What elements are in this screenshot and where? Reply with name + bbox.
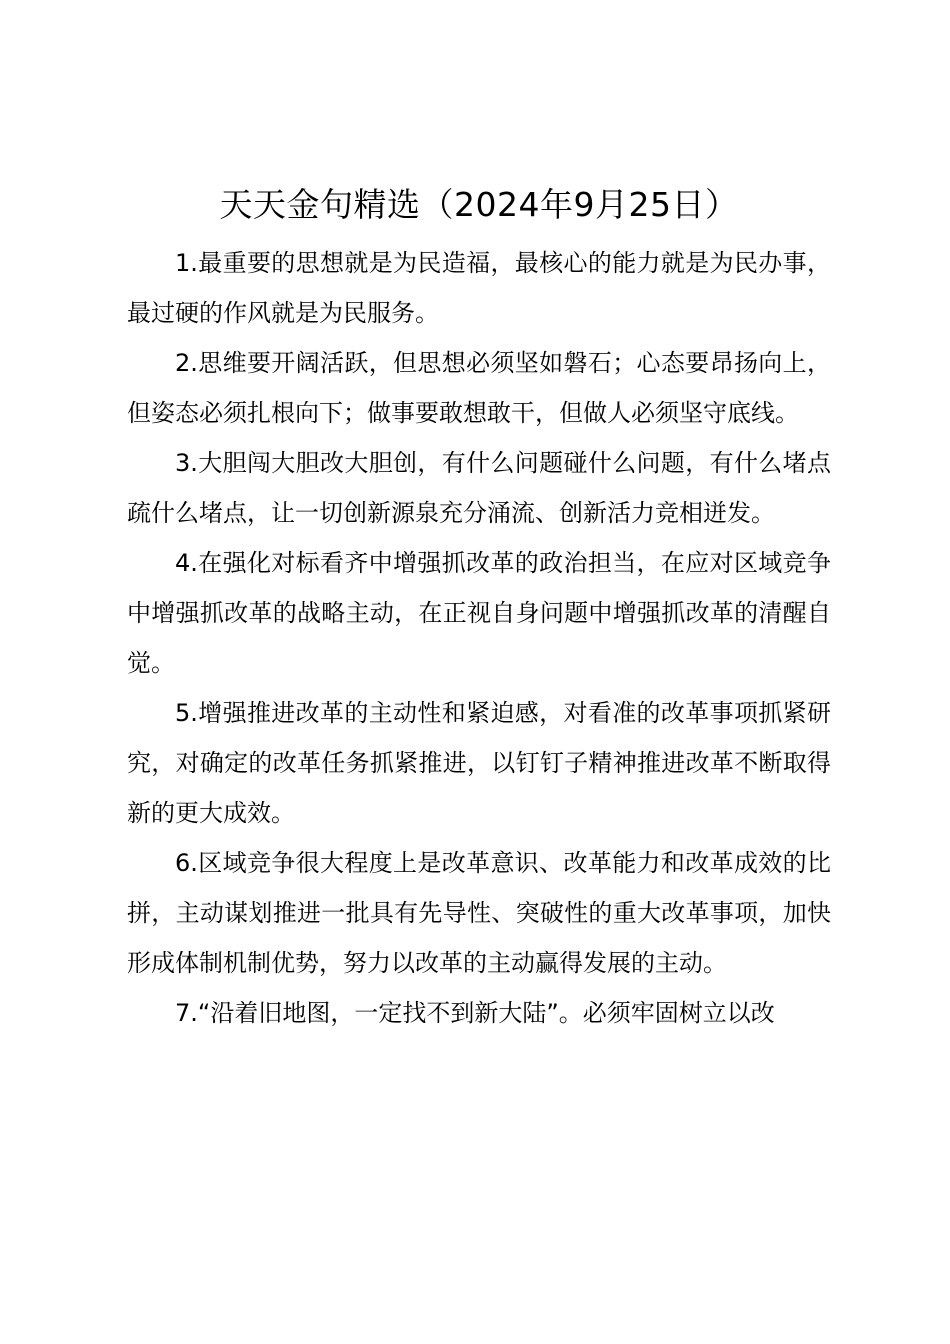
quote-paragraph-5: 5.增强推进改革的主动性和紧迫感，对看准的改革事项抓紧研究，对确定的改革任务抓紧推进，以钉钉子精神推进改革不断取得新的更大成效。 bbox=[127, 699, 831, 827]
quote-paragraph-4: 4.在强化对标看齐中增强抓改革的政治担当，在应对区域竞争中增强抓改革的战略主动，在正视自身问题中增强抓改革的清醒自觉。 bbox=[127, 549, 831, 677]
quote-paragraph-1: 1.最重要的思想就是为民造福，最核心的能力就是为民办事，最过硬的作风就是为民服务。 bbox=[127, 249, 831, 327]
document-page bbox=[127, 182, 831, 1038]
quote-paragraph-6: 6.区域竞争很大程度上是改革意识、改革能力和改革成效的比拼，主动谋划推进一批具有先导性、突破性的重大改革事项，加快形成体制机制优势，努力以改革的主动赢得发展的主动。 bbox=[127, 849, 831, 977]
quote-paragraph-3: 3.大胆闯大胆改大胆创，有什么问题碰什么问题，有什么堵点疏什么堵点，让一切创新源泉充分涌流、创新活力竞相迸发。 bbox=[127, 449, 831, 527]
document-title: 天天金句精选（2024年9月25日） bbox=[219, 185, 739, 224]
quote-paragraph-7: 7.“沿着旧地图，一定找不到新大陆”。必须牢固树立以改 bbox=[175, 999, 775, 1027]
quote-paragraph-2: 2.思维要开阔活跃，但思想必须坚如磐石；心态要昂扬向上，但姿态必须扎根向下；做事要敢想敢干，但做人必须坚守底线。 bbox=[127, 349, 831, 427]
